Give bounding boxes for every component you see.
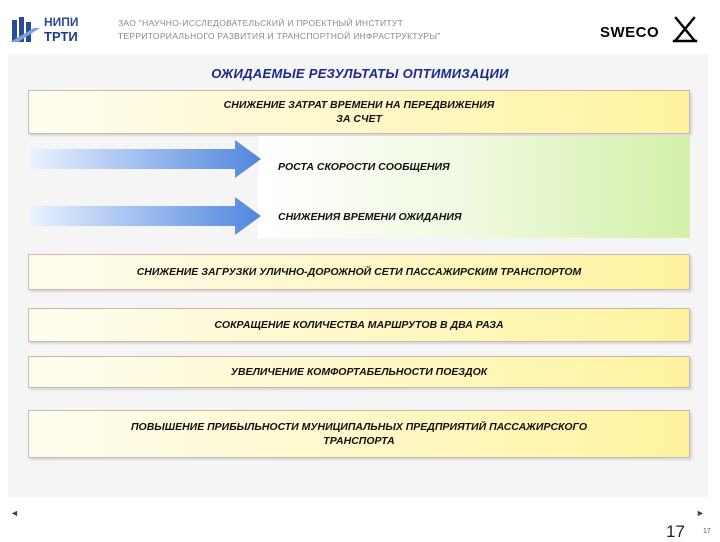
arrow-right-icon — [30, 196, 262, 236]
logo-line2: ТРТИ — [44, 29, 78, 44]
institute-line1: ЗАО "НАУЧНО-ИССЛЕДОВАТЕЛЬСКИЙ И ПРОЕКТНЫЙ ИНСТИТУТ — [118, 18, 404, 28]
page-number-small: 17 — [703, 528, 711, 535]
result-box-time-costs-label: СНИЖЕНИЕ ЗАТРАТ ВРЕМЕНИ НА ПЕРЕДВИЖЕНИЯ ЗА СЧЕТ — [223, 99, 495, 125]
logo-line1: НИПИ — [44, 15, 79, 29]
sweco-logo-text: SWECO — [600, 24, 660, 41]
result-box-network-load-label: СНИЖЕНИЕ ЗАГРУЗКИ УЛИЧНО-ДОРОЖНОЙ СЕТИ ПАССАЖИРСКИМ ТРАНСПОРТОМ — [136, 266, 582, 278]
institute-name — [118, 17, 441, 43]
previous-slide-icon[interactable]: ◄ — [10, 508, 19, 518]
result-box-profitability-label: ПОВЫШЕНИЕ ПРИБЫЛЬНОСТИ МУНИЦИПАЛЬНЫХ ПРЕДПРИЯТИЙ ПАССАЖИРСКОГО ТРАНСПОРТА — [130, 421, 588, 447]
arrow-right-icon — [30, 139, 262, 179]
sweco-emblem-icon — [672, 14, 698, 44]
slide-title: ОЖИДАЕМЫЕ РЕЗУЛЬТАТЫ ОПТИМИЗАЦИИ — [211, 66, 509, 81]
result-box-routes — [28, 308, 690, 342]
result-box-network-load — [28, 254, 690, 290]
next-slide-icon[interactable]: ► — [696, 508, 705, 518]
slide-header — [0, 0, 720, 48]
result-box-comfort — [28, 356, 690, 388]
result-box-profitability — [28, 410, 690, 458]
sub-result-speed: РОСТА СКОРОСТИ СООБЩЕНИЯ — [278, 161, 450, 173]
sub-result-waiting: СНИЖЕНИЯ ВРЕМЕНИ ОЖИДАНИЯ — [278, 211, 462, 223]
result-box-routes-label: СОКРАЩЕНИЕ КОЛИЧЕСТВА МАРШРУТОВ В ДВА РАЗА — [214, 319, 504, 331]
page-number: 17 — [666, 522, 685, 541]
nipi-trti-logo — [10, 14, 105, 44]
result-box-comfort-label: УВЕЛИЧЕНИЕ КОМФОРТАБЕЛЬНОСТИ ПОЕЗДОК — [230, 366, 488, 378]
institute-line2: ТЕРРИТОРИАЛЬНОГО РАЗВИТИЯ И ТРАНСПОРТНОЙ ИНФРАСТРУКТУРЫ" — [118, 31, 441, 41]
result-box-time-costs — [28, 90, 690, 134]
